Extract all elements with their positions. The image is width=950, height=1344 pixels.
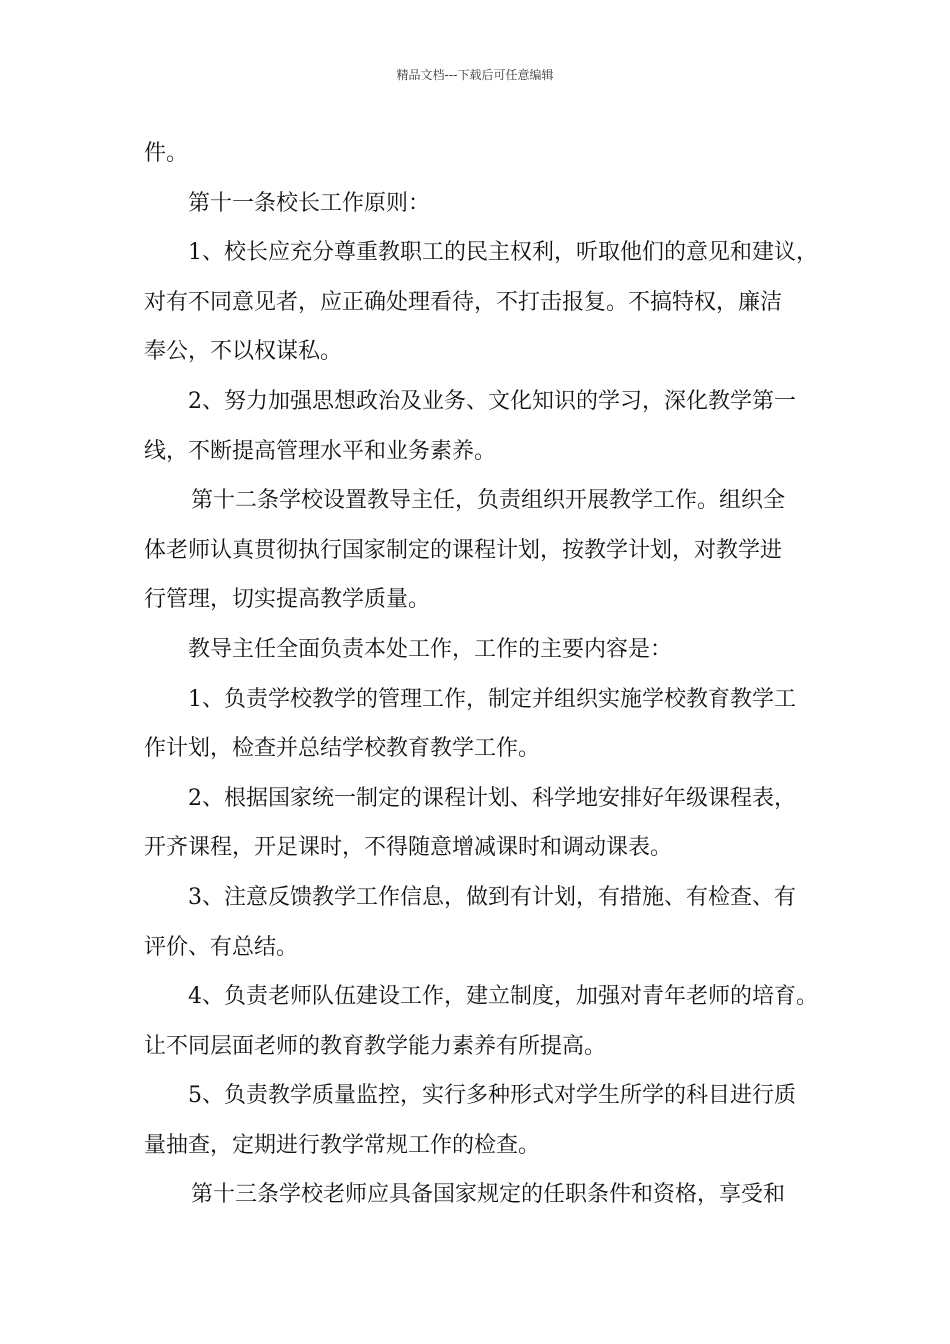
text-line: 3、注意反馈教学工作信息，做到有计划，有措施、有检查、有	[188, 884, 796, 910]
text-line: 教导主任全面负责本处工作，工作的主要内容是：	[188, 636, 673, 662]
page-header: 精品文档---下载后可任意编辑	[396, 68, 554, 82]
text-line: 评价、有总结。	[144, 934, 299, 960]
text-line: 5、负责教学质量监控，实行多种形式对学生所学的科目进行质	[188, 1083, 796, 1109]
text-line: 让不同层面老师的教育教学能力素养有所提高。	[144, 1033, 607, 1059]
text-line: 奉公，不以权谋私。	[144, 339, 343, 365]
text-line: 4、负责老师队伍建设工作，建立制度，加强对青年老师的培育。	[188, 984, 818, 1010]
article-heading: 第十二条学校设置教导主任，负责组织开展教学工作。组织全	[191, 488, 786, 514]
text-line: 2、根据国家统一制定的课程计划、科学地安排好年级课程表，	[188, 785, 796, 811]
text-line: 件。	[144, 141, 189, 166]
document-body	[144, 129, 824, 1220]
article-heading: 第十三条学校老师应具备国家规定的任职条件和资格，享受和	[191, 1182, 786, 1208]
text-line: 线，不断提高管理水平和业务素养。	[144, 438, 497, 464]
text-line: 1、校长应充分尊重教职工的民主权利，听取他们的意见和建议，	[188, 240, 818, 266]
text-line: 2、努力加强思想政治及业务、文化知识的学习，深化教学第一	[188, 388, 796, 414]
text-line: 体老师认真贯彻执行国家制定的课程计划，按教学计划，对教学进	[144, 537, 783, 563]
text-line: 开齐课程，开足课时，不得随意增减课时和调动课表。	[144, 835, 673, 861]
text-line: 行管理，切实提高教学质量。	[144, 587, 431, 613]
article-heading: 第十一条校长工作原则：	[188, 190, 431, 216]
text-line: 对有不同意见者，应正确处理看待，不打击报复。不搞特权，廉洁	[144, 289, 783, 315]
text-line: 1、负责学校教学的管理工作，制定并组织实施学校教育教学工	[188, 686, 796, 712]
text-line: 作计划，检查并总结学校教育教学工作。	[144, 736, 541, 762]
text-line: 量抽查，定期进行教学常规工作的检查。	[144, 1132, 541, 1158]
